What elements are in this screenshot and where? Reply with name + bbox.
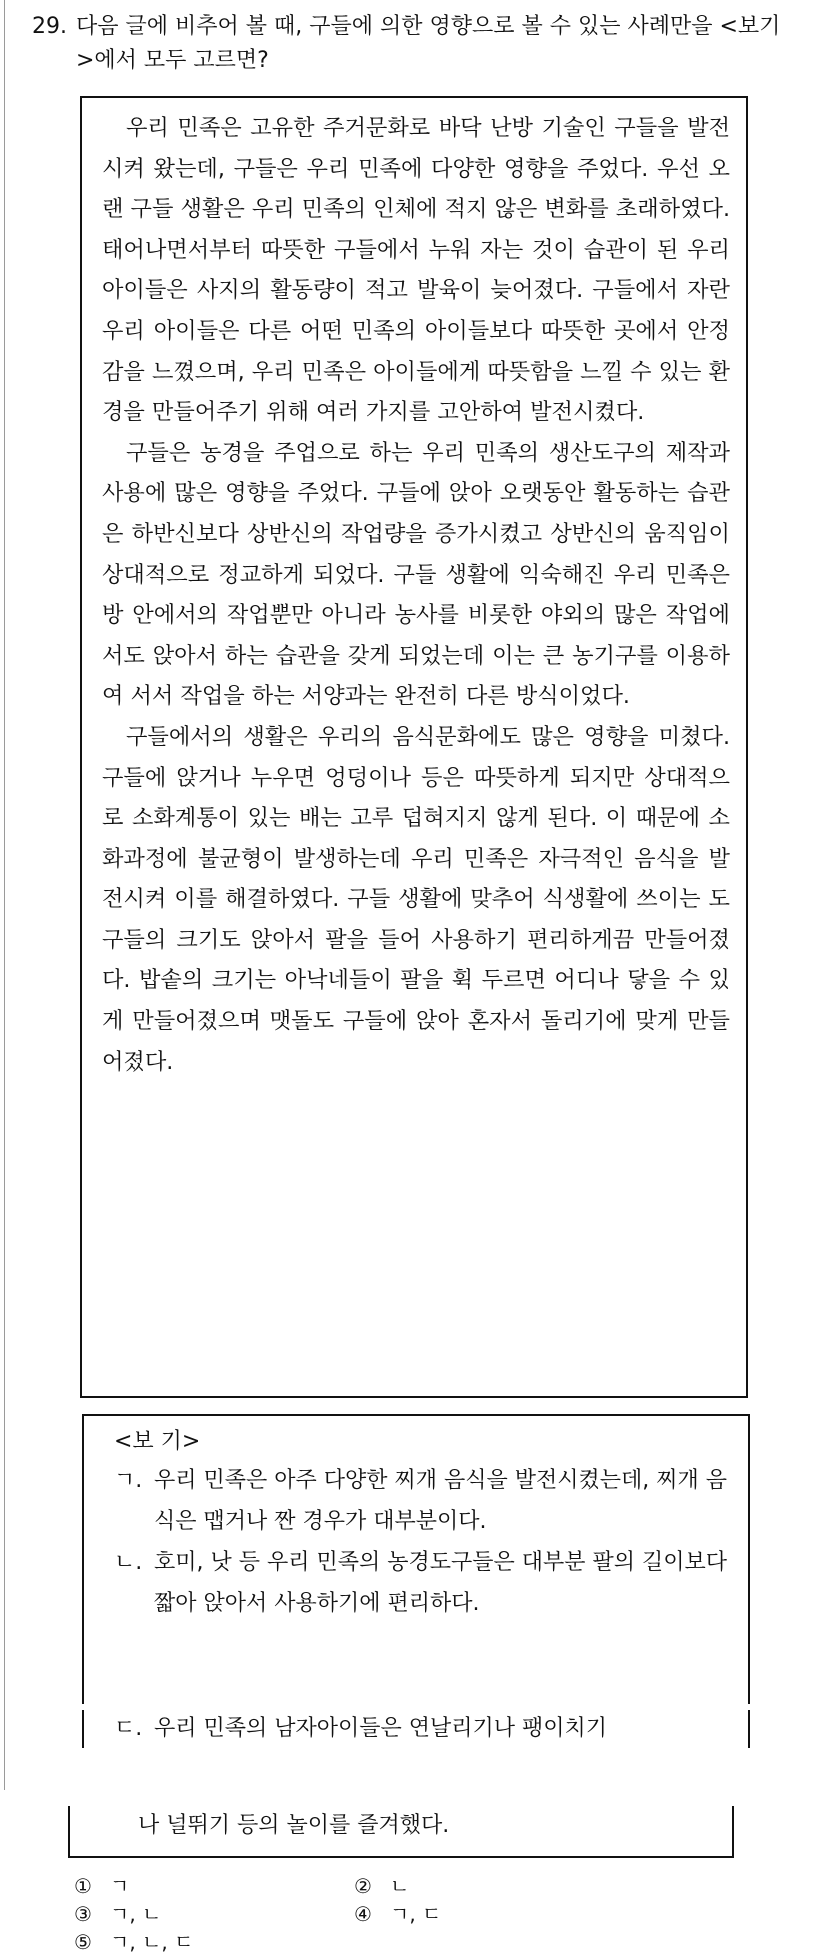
choice-text: ㄱ, ㄴ: [110, 1902, 162, 1926]
bogi-item-mark: ㄱ.: [114, 1468, 143, 1493]
choice-number: ③: [74, 1902, 92, 1926]
choice-number: ②: [354, 1874, 372, 1898]
bogi-item-mark: ㄷ.: [114, 1716, 143, 1741]
question-number: 29.: [32, 14, 67, 39]
choice-text: ㄱ: [110, 1874, 130, 1898]
bogi-item: [114, 1460, 730, 1542]
bogi-item-text: 호미, 낫 등 우리 민족의 농경도구들은 대부분 팔의 길이보다 짧아 앉아서 사용하기에 편리하다.: [154, 1550, 727, 1616]
bogi-item-3-line1: [82, 1710, 750, 1748]
choice-5[interactable]: [74, 1928, 193, 1956]
question-text: 다음 글에 비추어 볼 때, 구들에 의한 영향으로 볼 수 있는 사례만을 <보기>에서 모두 고르면?: [76, 14, 781, 73]
bogi-item-text: 우리 민족은 아주 다양한 찌개 음식을 발전시켰는데, 찌개 음식은 맵거나 짠 경우가 대부분이다.: [154, 1468, 727, 1534]
choice-number: ①: [74, 1874, 92, 1898]
passage-box: [80, 96, 748, 1398]
passage-paragraph: 구들에서의 생활은 우리의 음식문화에도 많은 영향을 미쳤다. 구들에 앉거나 누우면 엉덩이나 등은 따뜻하게 되지만 상대적으로 소화계통이 있는 배는 고루 덥혀지지 않게 된다. 이 때문에 소화과정에 불균형이 발생하는데 우리 민족은 자극적인 음식을 발전시켜 이를 해결하였다. 구들 생활에 맞추어 식생활에 쓰이는 도구들의 크기도 앉아서 팔을 들어 사용하기 편리하게끔 만들어졌다. 밥솥의 크기는 아낙네들이 팔을 휙 두르면 어디나 닿을 수 있게 만들어졌으며 맷돌도 구들에 앉아 혼자서 돌리기에 맞게 만들어졌다.: [102, 723, 730, 1075]
bogi-box-continued: [68, 1806, 734, 1858]
bogi-box: [82, 1414, 750, 1704]
choice-text: ㄴ: [390, 1874, 410, 1898]
choice-2[interactable]: [354, 1872, 409, 1900]
bogi-title: <보 기>: [114, 1429, 201, 1454]
bogi-item-text-continued: 나 널뛰기 등의 놀이를 즐겨했다.: [138, 1813, 450, 1838]
passage-paragraph: 우리 민족은 고유한 주거문화로 바닥 난방 기술인 구들을 발전시켜 왔는데, 구들은 우리 민족에 다양한 영향을 주었다. 우선 오랜 구들 생활은 우리 민족의 인체에 적지 않은 변화를 초래하였다. 태어나면서부터 따뜻한 구들에서 누워 자는 것이 습관이 된 우리 아이들은 사지의 활동량이 적고 발육이 늦어졌다. 구들에서 자란 우리 아이들은 다른 어떤 민족의 아이들보다 따뜻한 곳에서 안정감을 느꼈으며, 우리 민족은 아이들에게 따뜻함을 느낄 수 있는 환경을 만들어주기 위해 여러 가지를 고안하여 발전시켰다.: [102, 115, 730, 426]
left-margin-rule: [4, 0, 5, 1790]
bogi-item-mark: ㄴ.: [114, 1550, 143, 1575]
choice-3[interactable]: [74, 1900, 161, 1928]
bogi-item-text: 우리 민족의 남자아이들은 연날리기나 팽이치기: [154, 1716, 608, 1741]
choice-number: ⑤: [74, 1930, 92, 1954]
choice-number: ④: [354, 1902, 372, 1926]
bogi-item: [114, 1542, 730, 1624]
choice-1[interactable]: [74, 1872, 129, 1900]
passage-paragraph: 구들은 농경을 주업으로 하는 우리 민족의 생산도구의 제작과 사용에 많은 영향을 주었다. 구들에 앉아 오랫동안 활동하는 습관은 하반신보다 상반신의 작업량을 증가시켰고 상반신의 움직임이 상대적으로 정교하게 되었다. 구들 생활에 익숙해진 우리 민족은 방 안에서의 작업뿐만 아니라 농사를 비롯한 야외의 많은 작업에서도 앉아서 하는 습관을 갖게 되었는데 이는 큰 농기구를 이용하여 서서 작업을 하는 서양과는 완전히 다른 방식이었다.: [102, 439, 730, 710]
choice-text: ㄱ, ㄴ, ㄷ: [110, 1930, 194, 1954]
choice-text: ㄱ, ㄷ: [390, 1902, 442, 1926]
choice-4[interactable]: [354, 1900, 441, 1928]
